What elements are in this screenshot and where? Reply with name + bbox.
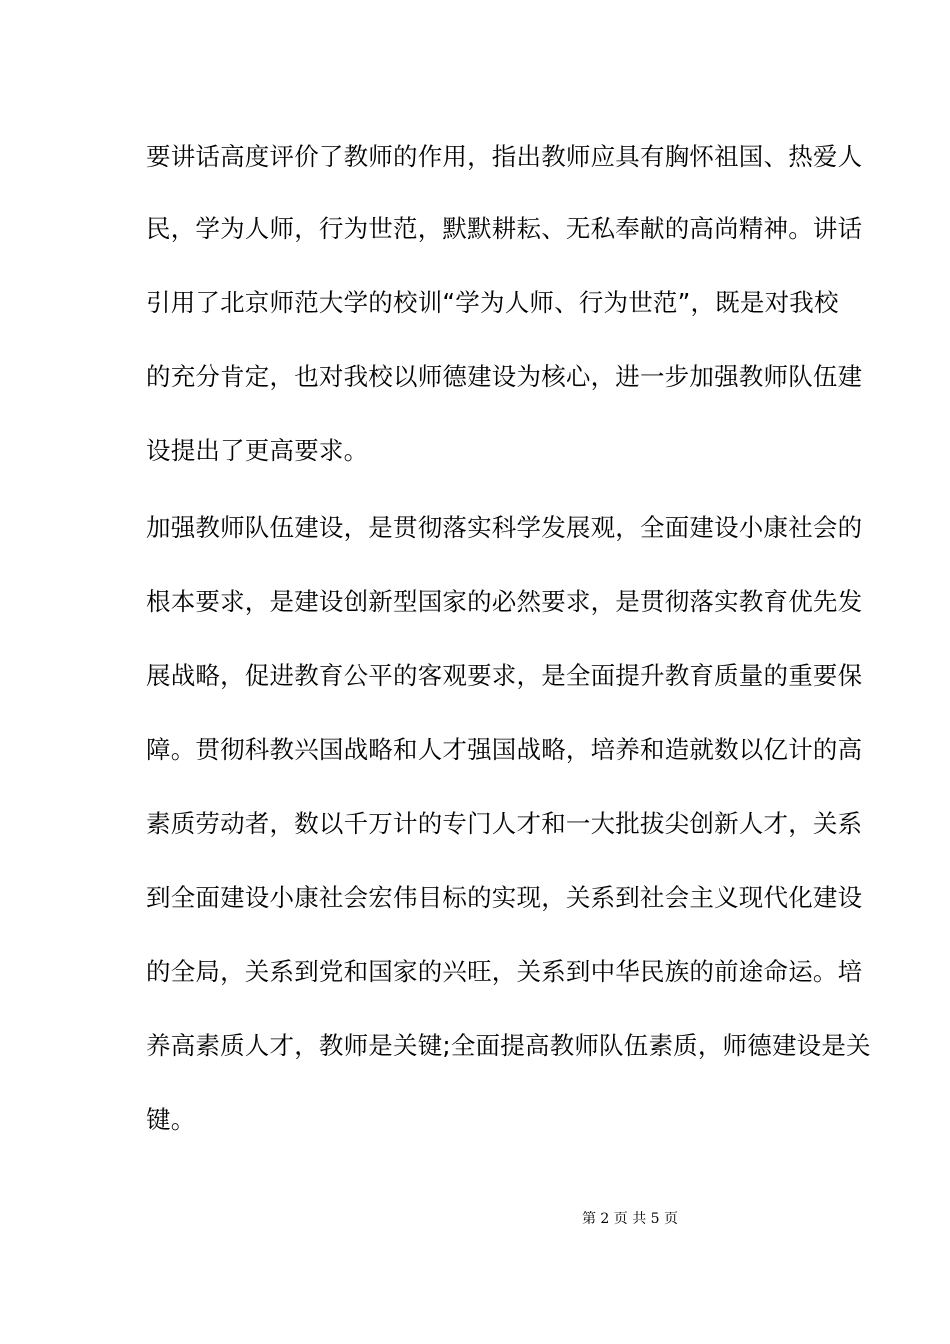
paragraph-2-line-6: 到全面建设小康社会宏伟目标的实现，关系到社会主义现代化建设 [146, 883, 863, 912]
paragraph-1-line-5: 设提出了更高要求。 [146, 436, 369, 465]
paragraph-1-line-3: 引用了北京师范大学的校训“学为人师、行为世范”，既是对我校 [146, 288, 839, 317]
paragraph-1-line-2: 民，学为人师，行为世范，默默耕耘、无私奉献的高尚精神。讲话 [146, 214, 863, 243]
paragraph-1-line-1: 要讲话高度评价了教师的作用，指出教师应具有胸怀祖国、热爱人 [146, 142, 863, 171]
paragraph-2-line-8: 养高素质人才，教师是关键;全面提高教师队伍素质，师德建设是关 [146, 1031, 871, 1060]
page-number-footer: 第 2 页 共 5 页 [581, 1211, 679, 1227]
paragraph-2-line-3: 展战略，促进教育公平的客观要求，是全面提升教育质量的重要保 [146, 661, 863, 690]
paragraph-2-line-5: 素质劳动者，数以千万计的专门人才和一大批拔尖创新人才，关系 [146, 809, 863, 838]
paragraph-2-line-2: 根本要求，是建设创新型国家的必然要求，是贯彻落实教育优先发 [146, 587, 863, 616]
paragraph-1-line-4: 的充分肯定，也对我校以师德建设为核心，进一步加强教师队伍建 [146, 362, 863, 391]
paragraph-2-line-4: 障。贯彻科教兴国战略和人才强国战略，培养和造就数以亿计的高 [146, 735, 863, 764]
paragraph-2-line-1: 加强教师队伍建设，是贯彻落实科学发展观，全面建设小康社会的 [146, 513, 863, 542]
paragraph-2-line-7: 的全局，关系到党和国家的兴旺，关系到中华民族的前途命运。培 [146, 957, 863, 986]
paragraph-2-line-9: 键。 [146, 1105, 196, 1134]
